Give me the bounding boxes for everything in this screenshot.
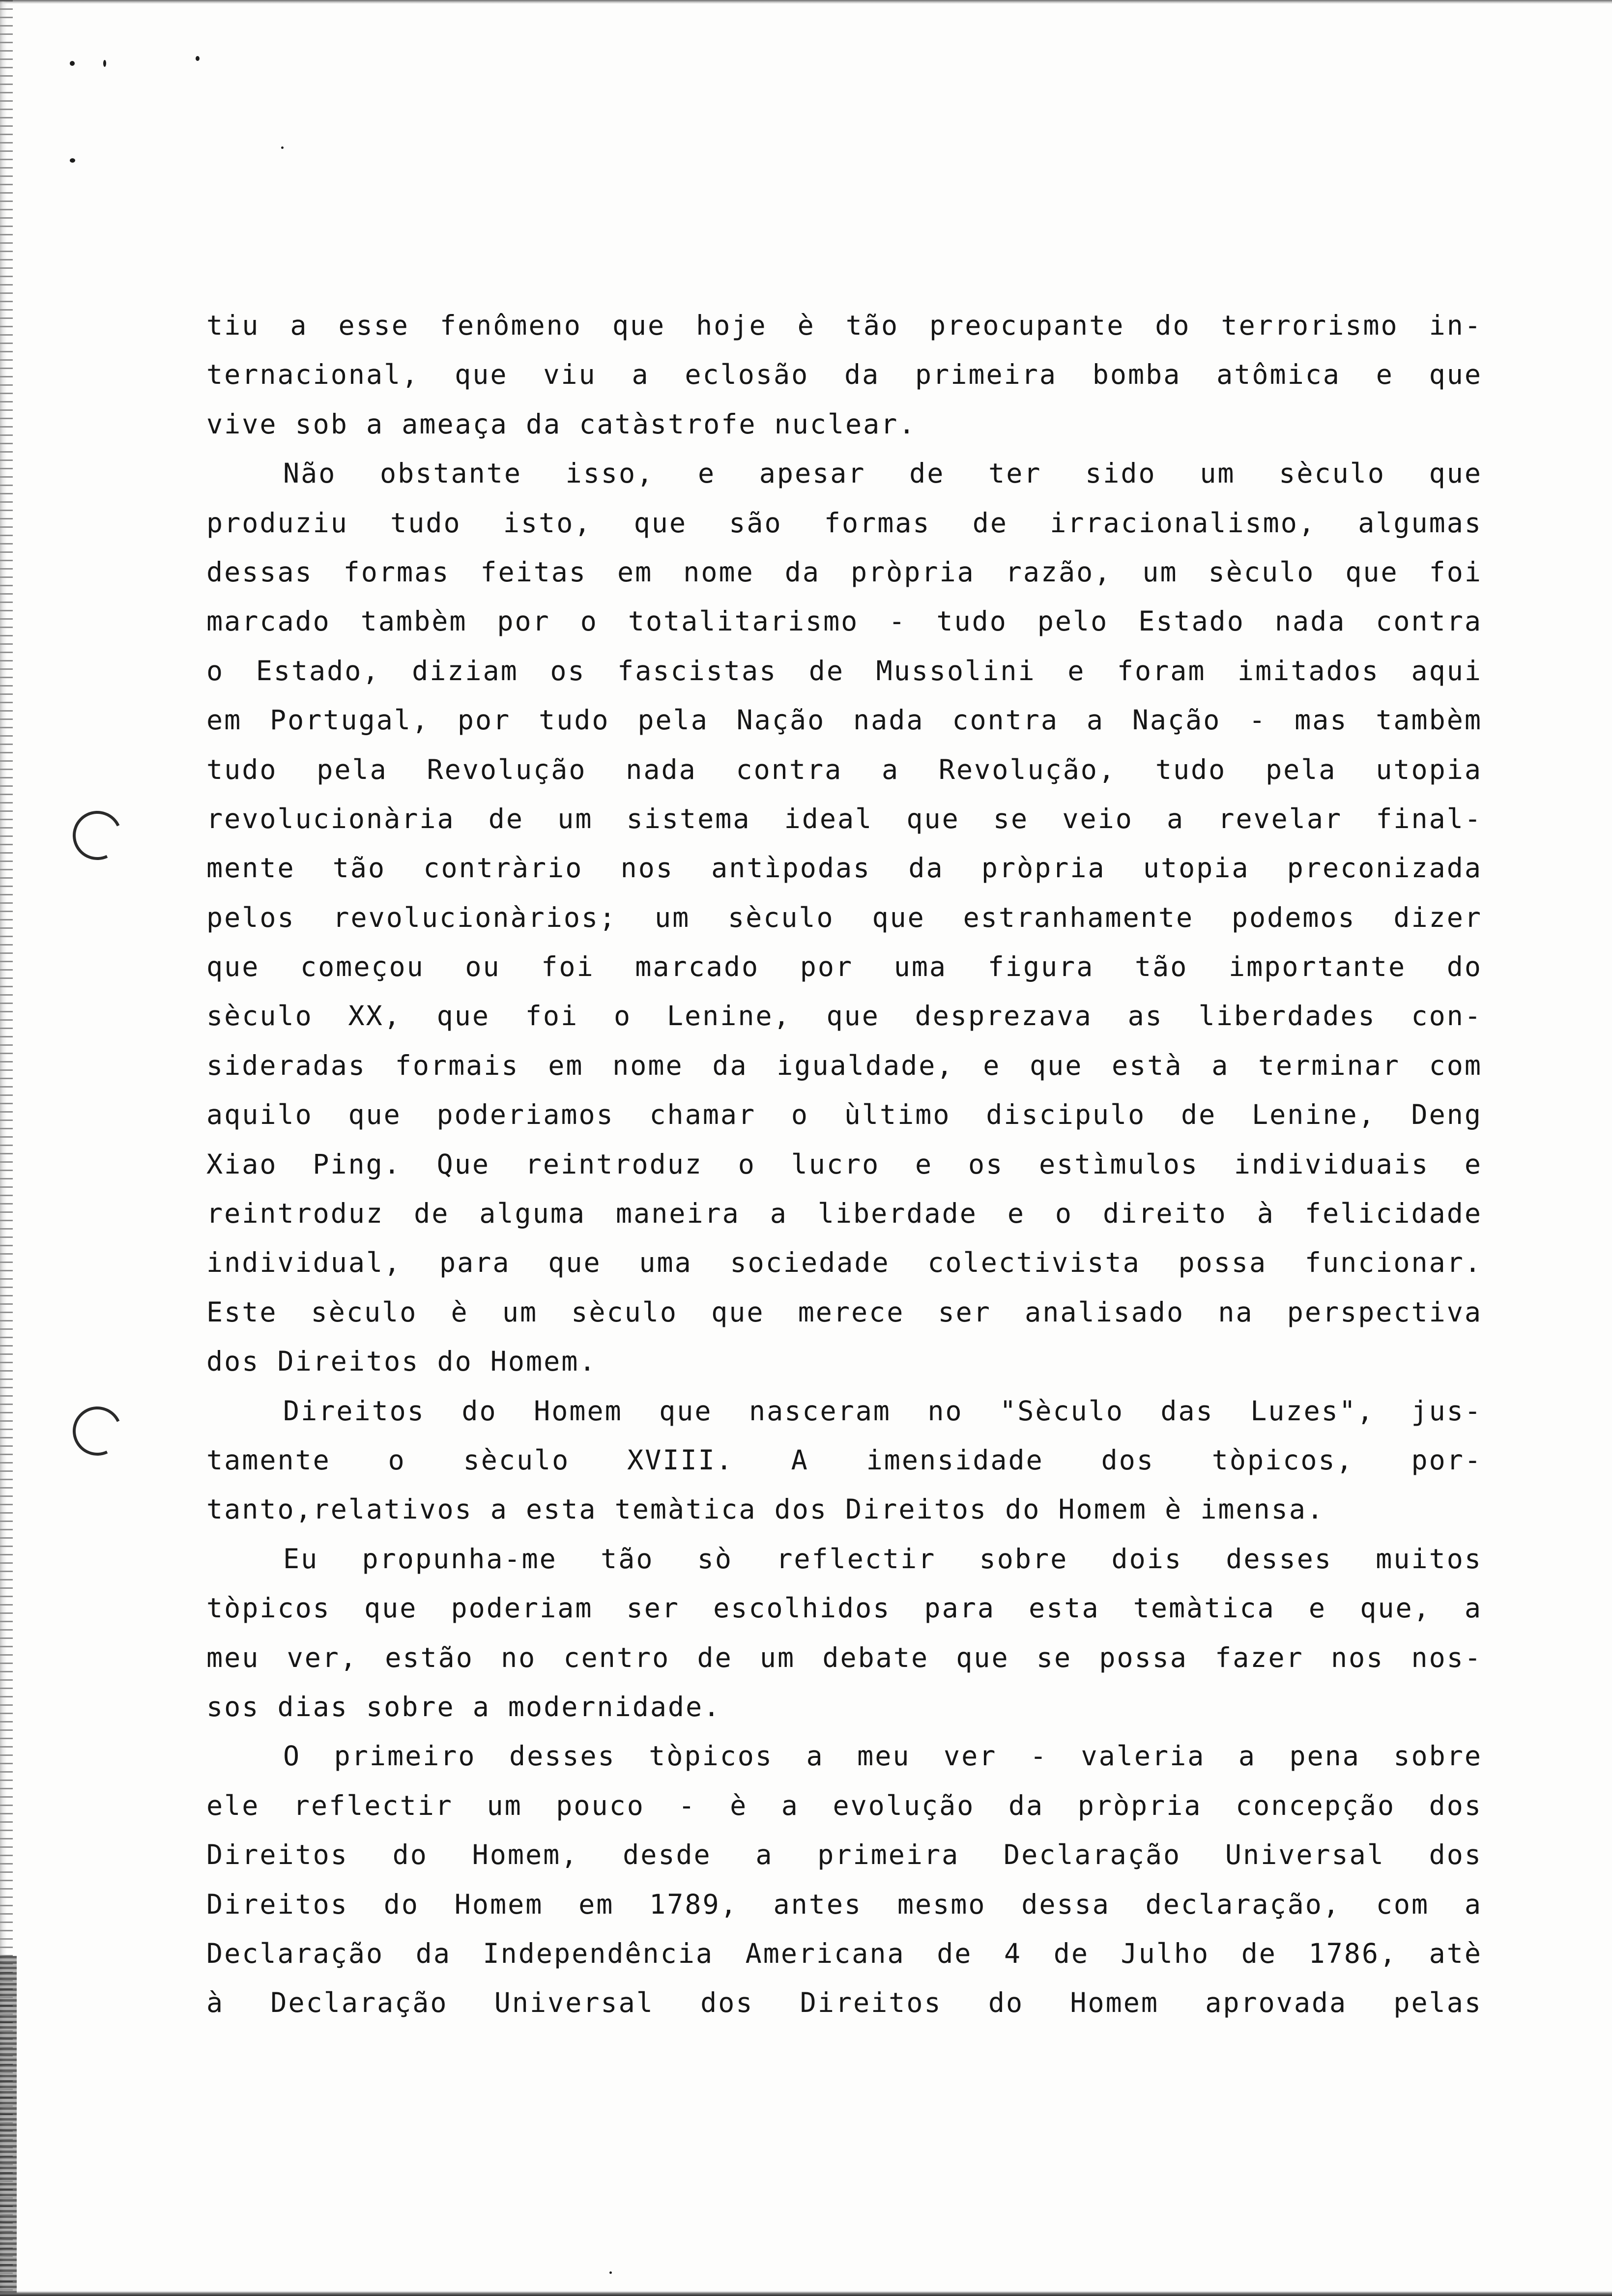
speck — [70, 158, 75, 163]
scan-top-edge — [0, 0, 1612, 4]
text-line: tiu a esse fenômeno que hoje è tão preocupante do terrorismo in- — [206, 310, 1482, 341]
text-line: Declaração da Independência Americana de 4 de Julho de 1786, atè — [206, 1937, 1482, 1969]
text-line: à Declaração Universal dos Direitos do Homem aprovada pelas — [206, 1987, 1482, 2019]
text-line: sos dias sobre a modernidade. — [206, 1691, 721, 1722]
text-line: O primeiro desses tòpicos a meu ver - valeria a pena sobre — [283, 1740, 1482, 1772]
text-line: produziu tudo isto, que são formas de irracionalismo, algumas — [206, 507, 1482, 539]
text-line: ele reflectir um pouco - è a evolução da pròpria concepção dos — [206, 1789, 1482, 1821]
text-line: Este sèculo è um sèculo que merece ser analisado na perspectiva — [206, 1296, 1482, 1328]
text-line: revolucionària de um sistema ideal que se veio a revelar final- — [206, 803, 1482, 834]
text-line: pelos revolucionàrios; um sèculo que estranhamente podemos dizer — [206, 901, 1482, 933]
speck — [281, 146, 284, 149]
text-line: tanto,relativos a esta temàtica dos Direitos do Homem è imensa. — [206, 1493, 1325, 1525]
scan-bottom-edge — [0, 2291, 1612, 2296]
text-line: Direitos do Homem em 1789, antes mesmo dessa declaração, com a — [206, 1888, 1482, 1920]
text-line: mente tão contràrio nos antìpodas da pròpria utopia preconizada — [206, 852, 1482, 884]
speck — [196, 56, 200, 61]
text-line: sèculo XX, que foi o Lenine, que desprezava as liberdades con- — [206, 1000, 1482, 1032]
speck — [70, 61, 75, 66]
text-line: individual, para que uma sociedade colectivista possa funcionar. — [206, 1247, 1482, 1279]
speck — [609, 2271, 612, 2274]
text-line: tòpicos que poderiam ser escolhidos para esta temàtica e que, a — [206, 1592, 1482, 1624]
text-line: Direitos do Homem, desde a primeira Declaração Universal dos — [206, 1839, 1482, 1871]
text-line: ternacional, que viu a eclosão da primeira bomba atômica e que — [206, 359, 1482, 391]
text-line: dos Direitos do Homem. — [206, 1346, 597, 1378]
text-line: dessas formas feitas em nome da pròpria razão, um sèculo que foi — [206, 556, 1482, 588]
text-line: Direitos do Homem que nasceram no "Sèculo das Luzes", jus- — [283, 1395, 1482, 1427]
text-line: reintroduz de alguma maneira a liberdade e o direito à felicidade — [206, 1198, 1482, 1230]
text-line: sideradas formais em nome da igualdade, e que està a terminar com — [206, 1049, 1482, 1081]
text-line: aquilo que poderiamos chamar o ùltimo discipulo de Lenine, Deng — [206, 1099, 1482, 1131]
text-line: meu ver, estão no centro de um debate que se possa fazer nos nos- — [206, 1641, 1482, 1673]
text-line: tudo pela Revolução nada contra a Revolução, tudo pela utopia — [206, 753, 1482, 785]
scan-left-edge-noise — [0, 1956, 17, 2296]
text-line: o Estado, diziam os fascistas de Mussolini e foram imitados aqui — [206, 655, 1482, 687]
text-line: em Portugal, por tudo pela Nação nada contra a Nação - mas tambèm — [206, 704, 1482, 736]
text-line: Xiao Ping. Que reintroduz o lucro e os estìmulos individuais e — [206, 1148, 1482, 1180]
text-line: Eu propunha-me tão sò reflectir sobre dois desses muitos — [283, 1543, 1482, 1575]
punch-hole — [66, 1400, 129, 1463]
text-line: vive sob a ameaça da catàstrofe nuclear. — [206, 408, 917, 440]
text-line: Não obstante isso, e apesar de ter sido um sèculo que — [283, 458, 1482, 489]
scan-left-edge — [0, 0, 13, 2296]
punch-hole — [66, 804, 129, 867]
speck — [103, 60, 106, 67]
text-line: que começou ou foi marcado por uma figura tão importante do — [206, 951, 1482, 983]
text-line: tamente o sèculo XVIII. A imensidade dos tòpicos, por- — [206, 1444, 1482, 1476]
document-body-text — [206, 301, 1482, 2028]
text-line: marcado tambèm por o totalitarismo - tudo pelo Estado nada contra — [206, 605, 1482, 637]
